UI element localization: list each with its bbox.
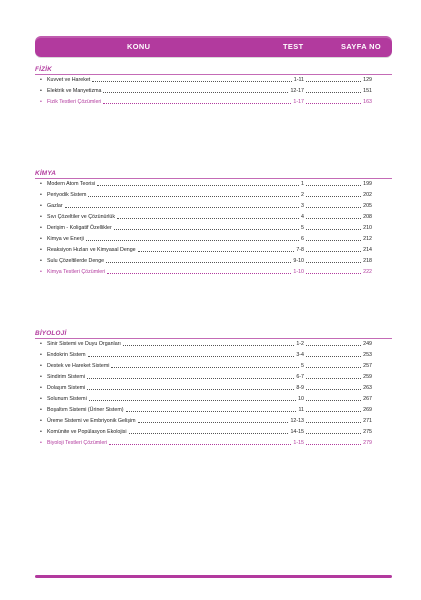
toc-row[interactable]: [38, 86, 372, 97]
dot-leader: [306, 103, 361, 104]
toc-topic: Kimya ve Enerji: [47, 236, 84, 242]
header-test: TEST: [283, 42, 304, 51]
bullet-icon: •: [40, 429, 42, 435]
toc-page-number: 218: [363, 258, 372, 264]
bullet-icon: •: [40, 181, 42, 187]
toc-row-solutions[interactable]: [38, 267, 372, 278]
toc-topic: Sinir Sistemi ve Duyu Organları: [47, 341, 121, 347]
toc-test-range: 5: [301, 225, 304, 231]
section-title: FİZİK: [35, 66, 52, 73]
dot-leader: [306, 378, 361, 379]
toc-topic: Komünite ve Popülasyon Ekolojisi: [47, 429, 127, 435]
toc-row[interactable]: [38, 245, 372, 256]
dot-leader: [87, 378, 294, 379]
toc-row[interactable]: [38, 405, 372, 416]
bullet-icon: •: [40, 236, 42, 242]
toc-page-number: 210: [363, 225, 372, 231]
toc-page-number: 249: [363, 341, 372, 347]
toc-page-number: 208: [363, 214, 372, 220]
toc-test-range: 3-4: [296, 352, 304, 358]
toc-page-number: 205: [363, 203, 372, 209]
toc-topic: Sulu Çözeltilerde Denge: [47, 258, 105, 264]
bullet-icon: •: [40, 440, 42, 446]
dot-leader: [103, 92, 288, 93]
toc-topic: Üreme Sistemi ve Embriyonik Gelişim: [47, 418, 136, 424]
dot-leader: [111, 367, 299, 368]
dot-leader: [306, 92, 361, 93]
bullet-icon: •: [40, 269, 42, 275]
dot-leader: [92, 81, 292, 82]
toc-page-number: 214: [363, 247, 372, 253]
dot-leader: [89, 400, 296, 401]
dot-leader: [306, 345, 361, 346]
dot-leader: [138, 422, 288, 423]
toc-row[interactable]: [38, 339, 372, 350]
bullet-icon: •: [40, 396, 42, 402]
toc-test-range: 1-11: [293, 77, 304, 83]
toc-test-range: 11: [298, 407, 304, 413]
section-title: BİYOLOJİ: [35, 330, 67, 337]
toc-row[interactable]: [38, 361, 372, 372]
header-sayfa-no: SAYFA NO: [341, 42, 382, 51]
bullet-icon: •: [40, 99, 42, 105]
toc-test-range: 2: [301, 192, 304, 198]
toc-page-number: 129: [363, 77, 372, 83]
toc-row[interactable]: [38, 256, 372, 267]
toc-test-range: 1-17: [293, 99, 304, 105]
toc-page-number: 263: [363, 385, 372, 391]
dot-leader: [306, 196, 361, 197]
toc-test-range: 4: [301, 214, 304, 220]
toc-topic: Solunum Sistemi: [47, 396, 87, 402]
toc-test-range: 1: [301, 181, 304, 187]
dot-leader: [306, 81, 361, 82]
dot-leader: [97, 185, 299, 186]
dot-leader: [306, 207, 361, 208]
toc-topic: Modern Atom Teorisi: [47, 181, 96, 187]
toc-page-number: 163: [363, 99, 372, 105]
toc-row[interactable]: [38, 223, 372, 234]
bullet-icon: •: [40, 258, 42, 264]
toc-page-number: 202: [363, 192, 372, 198]
toc-test-range: 8-9: [296, 385, 304, 391]
toc-test-range: 5: [301, 363, 304, 369]
dot-leader: [306, 262, 361, 263]
dot-leader: [106, 262, 291, 263]
toc-test-range: 1-10: [293, 269, 304, 275]
toc-page-number: 269: [363, 407, 372, 413]
toc-page-number: 151: [363, 88, 372, 94]
toc-test-range: 6-7: [296, 374, 304, 380]
dot-leader: [103, 103, 291, 104]
dot-leader: [114, 229, 299, 230]
bullet-icon: •: [40, 407, 42, 413]
toc-row-solutions[interactable]: [38, 438, 372, 449]
toc-page-number: 212: [363, 236, 372, 242]
toc-topic: Kimya Testleri Çözümleri: [47, 269, 106, 275]
toc-test-range: 6: [301, 236, 304, 242]
bullet-icon: •: [40, 247, 42, 253]
toc-page-number: 275: [363, 429, 372, 435]
toc-topic: Gazlar: [47, 203, 63, 209]
toc-test-range: 12-17: [290, 88, 304, 94]
dot-leader: [117, 218, 299, 219]
toc-test-range: 12-13: [290, 418, 304, 424]
toc-test-range: 10: [298, 396, 304, 402]
toc-topic: Sıvı Çözeltiler ve Çözünürlük: [47, 214, 116, 220]
toc-row[interactable]: [38, 416, 372, 427]
dot-leader: [306, 433, 361, 434]
toc-test-range: 14-15: [290, 429, 304, 435]
toc-page-number: 279: [363, 440, 372, 446]
toc-page-number: 267: [363, 396, 372, 402]
toc-test-range: 9-10: [293, 258, 304, 264]
bullet-icon: •: [40, 225, 42, 231]
dot-leader: [123, 345, 294, 346]
dot-leader: [306, 251, 361, 252]
toc-row[interactable]: [38, 212, 372, 223]
toc-test-range: 7-8: [296, 247, 304, 253]
toc-topic: Periyodik Sistem: [47, 192, 87, 198]
dot-leader: [306, 444, 361, 445]
dot-leader: [306, 218, 361, 219]
bullet-icon: •: [40, 385, 42, 391]
dot-leader: [126, 411, 296, 412]
toc-test-range: 1-15: [293, 440, 304, 446]
toc-row[interactable]: [38, 350, 372, 361]
bullet-icon: •: [40, 341, 42, 347]
toc-test-range: 3: [301, 203, 304, 209]
dot-leader: [88, 196, 299, 197]
dot-leader: [109, 444, 291, 445]
dot-leader: [86, 240, 299, 241]
dot-leader: [107, 273, 291, 274]
dot-leader: [306, 422, 361, 423]
dot-leader: [65, 207, 299, 208]
toc-page-number: 271: [363, 418, 372, 424]
toc-row[interactable]: [38, 234, 372, 245]
table-header-bar: [35, 36, 392, 57]
toc-topic: Destek ve Hareket Sistemi: [47, 363, 110, 369]
bullet-icon: •: [40, 214, 42, 220]
dot-leader: [306, 185, 361, 186]
toc-topic: Biyoloji Testleri Çözümleri: [47, 440, 108, 446]
dot-leader: [306, 229, 361, 230]
toc-test-range: 1-2: [296, 341, 304, 347]
toc-page-number: 253: [363, 352, 372, 358]
dot-leader: [306, 240, 361, 241]
dot-leader: [306, 400, 361, 401]
toc-topic: Kuvvet ve Hareket: [47, 77, 91, 83]
dot-leader: [306, 356, 361, 357]
toc-row[interactable]: [38, 394, 372, 405]
bullet-icon: •: [40, 418, 42, 424]
toc-topic: Elektrik ve Manyetizma: [47, 88, 102, 94]
dot-leader: [138, 251, 294, 252]
toc-row[interactable]: [38, 201, 372, 212]
toc-topic: Boşaltım Sistemi (Üriner Sistem): [47, 407, 124, 413]
dot-leader: [306, 411, 361, 412]
dot-leader: [129, 433, 288, 434]
toc-topic: Sindirim Sistemi: [47, 374, 85, 380]
dot-leader: [87, 389, 294, 390]
bullet-icon: •: [40, 374, 42, 380]
toc-page-number: 257: [363, 363, 372, 369]
toc-page-number: 199: [363, 181, 372, 187]
toc-page-number: 259: [363, 374, 372, 380]
bullet-icon: •: [40, 192, 42, 198]
dot-leader: [306, 273, 361, 274]
section-title: KİMYA: [35, 170, 57, 177]
dot-leader: [306, 367, 361, 368]
toc-topic: Reaksiyon Hızları ve Kimyasal Denge: [47, 247, 136, 253]
toc-topic: Dolaşım Sistemi: [47, 385, 86, 391]
dot-leader: [88, 356, 294, 357]
bullet-icon: •: [40, 363, 42, 369]
toc-topic: Endokrin Sistem: [47, 352, 86, 358]
toc-row[interactable]: [38, 372, 372, 383]
dot-leader: [306, 389, 361, 390]
bullet-icon: •: [40, 203, 42, 209]
footer-rule: [35, 575, 392, 578]
bullet-icon: •: [40, 88, 42, 94]
toc-topic: Derişim - Koligatif Özellikler: [47, 225, 112, 231]
toc-row[interactable]: [38, 75, 372, 86]
bullet-icon: •: [40, 352, 42, 358]
bullet-icon: •: [40, 77, 42, 83]
toc-row[interactable]: [38, 190, 372, 201]
toc-row-solutions[interactable]: [38, 97, 372, 108]
toc-row[interactable]: [38, 179, 372, 190]
header-konu: KONU: [127, 42, 151, 51]
toc-row[interactable]: [38, 383, 372, 394]
toc-row[interactable]: [38, 427, 372, 438]
toc-page-number: 222: [363, 269, 372, 275]
toc-topic: Fizik Testleri Çözümleri: [47, 99, 102, 105]
